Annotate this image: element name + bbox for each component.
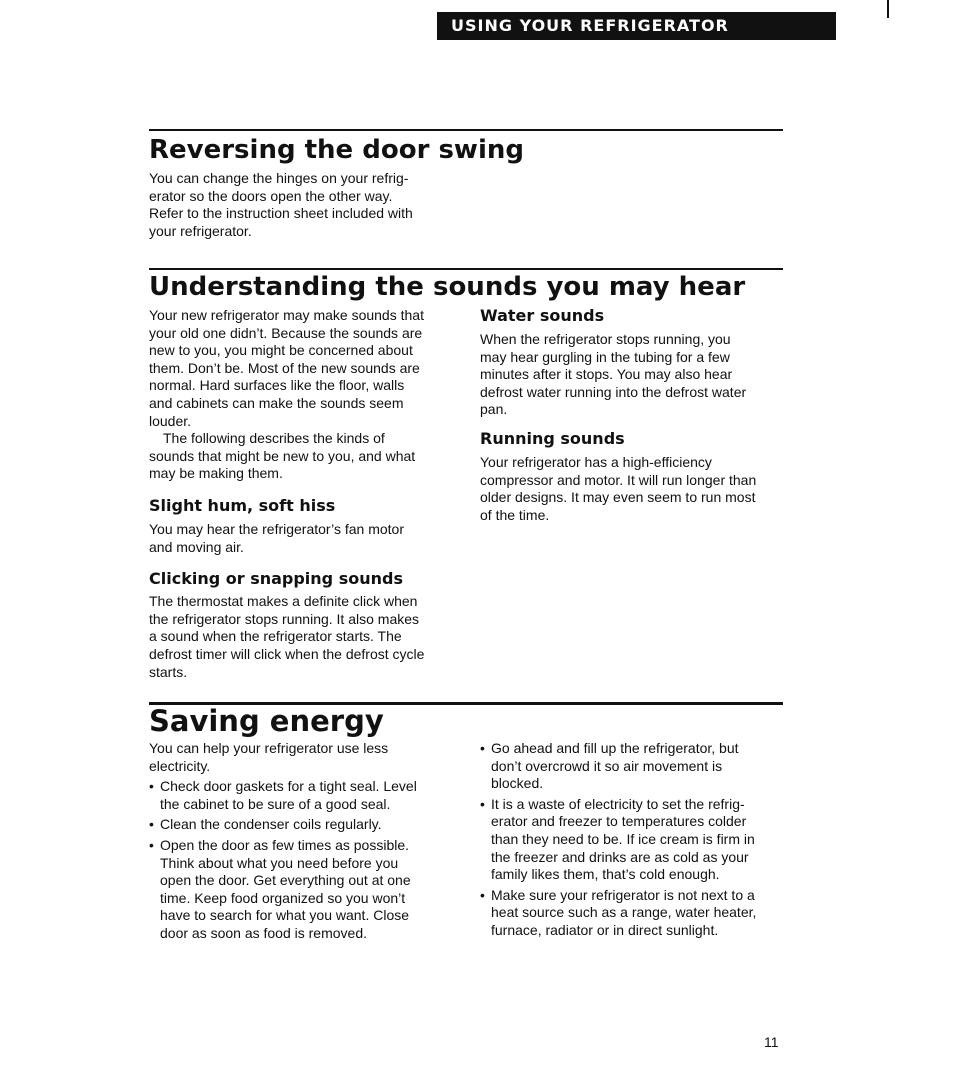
water-body: When the refrigerator stops running, you may hear gurgling in the tubing for a few minutes after it stops. You may also hear defrost water running into the defrost water pan.: [480, 331, 747, 418]
list-item: • Make sure your refrigerator is not next to a heat source such as a range, water heater, furnace, radiator or in direct sunlight.: [480, 887, 790, 940]
section-rule-sounds: [149, 268, 783, 270]
reversing-body: You can change the hinges on your refrig- erator so the doors open the other way. Refer to the instruction sheet included with your refrigerator.: [149, 170, 413, 239]
energy-right-column: [480, 740, 790, 943]
energy-left-column: [149, 740, 459, 946]
sounds-intro-2: The following describes the kinds of sounds that might be new to you, and what may be making them.: [149, 430, 416, 482]
energy-title: Saving energy: [149, 704, 384, 738]
click-body: The thermostat makes a definite click when the refrigerator stops running. It also makes a sound when the refrigerator starts. The defrost timer will click when the defrost cycle starts.: [149, 593, 425, 680]
list-item: • Check door gaskets for a tight seal. Level the cabinet to be sure of a good seal.: [149, 778, 459, 813]
running-heading: Running sounds: [480, 428, 625, 448]
energy-right-bullets: [480, 740, 790, 940]
page-edge-mark: [887, 0, 889, 18]
list-item: • Clean the condenser coils regularly.: [149, 816, 459, 834]
water-heading: Water sounds: [480, 306, 605, 325]
energy-intro: You can help your refrigerator use less electricity.: [149, 740, 389, 774]
page-number: 11: [764, 1034, 779, 1050]
energy-left-bullets: [149, 778, 459, 942]
sounds-intro: Your new refrigerator may make sounds that your old one didn’t. Because the sounds are new to you, you might be concerned about them. Don’t be. Most of the new sounds are normal. Hard surfaces like the floor, walls and cabinets can make the sounds seem louder.: [149, 307, 424, 429]
running-body: Your refrigerator has a high-efficiency compressor and motor. It will run longer than older designs. It may even seem to run most of the time.: [480, 453, 757, 523]
reversing-title: Reversing the door swing: [149, 135, 524, 165]
sounds-title: Understanding the sounds you may hear: [149, 272, 746, 302]
click-heading: Clicking or snapping sounds: [149, 569, 403, 589]
list-item: • Open the door as few times as possible. Think about what you need before you open the door. Get everything out at one time. Keep food organized so you won’t have to search for what you want. Close door as soon as food is removed.: [149, 837, 459, 943]
section-header-bar: USING YOUR REFRIGERATOR: [437, 12, 836, 40]
list-item: • Go ahead and fill up the refrigerator, but don’t overcrowd it so air movement is blocked.: [480, 740, 790, 793]
hum-body: You may hear the refrigerator’s fan motor and moving air.: [149, 520, 404, 555]
list-item: • It is a waste of electricity to set the refrig- erator and freezer to temperatures colder than they need to be. If ice cream is firm in the freezer and drinks are as cold as your family likes them, that’s cold enough.: [480, 796, 790, 884]
section-rule-reversing: [149, 129, 783, 131]
sounds-right-column: [480, 306, 790, 524]
sounds-left-column: [149, 307, 459, 681]
hum-heading: Slight hum, soft hiss: [149, 495, 336, 515]
